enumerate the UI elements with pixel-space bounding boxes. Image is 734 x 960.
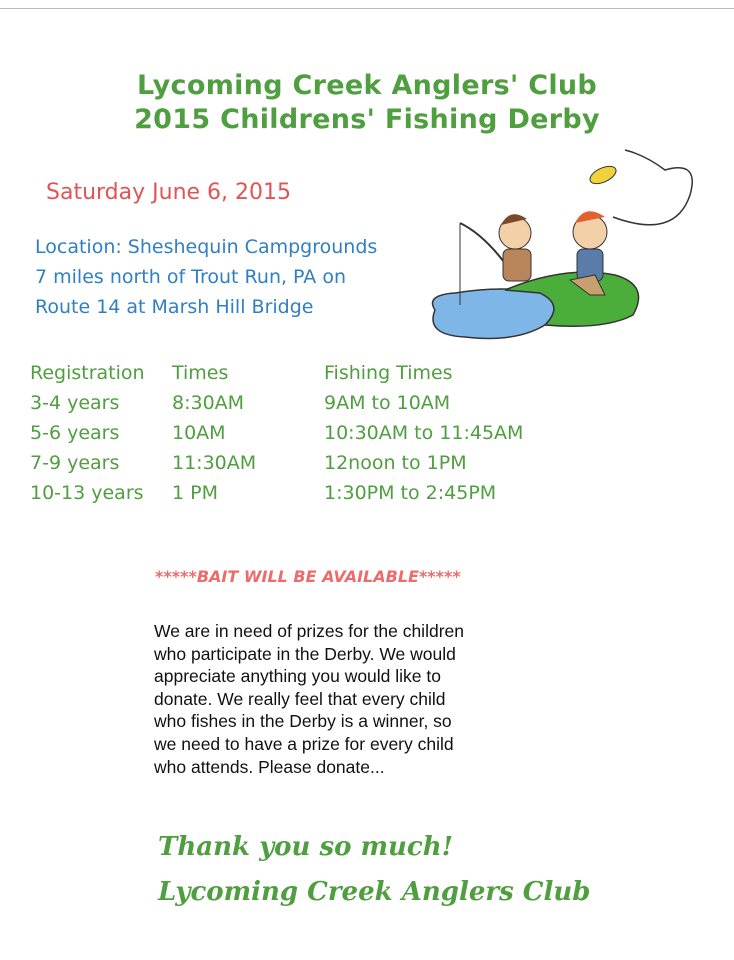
registration-time: 8:30AM [172, 392, 245, 414]
schedule-table [30, 358, 590, 508]
registration-time: 10AM [172, 422, 226, 444]
fishing-line-right [613, 150, 692, 225]
fishing-time: 9AM to 10AM [324, 392, 451, 414]
registration-time: 1 PM [172, 482, 218, 504]
event-date: Saturday June 6, 2015 [46, 180, 292, 205]
fishing-time: 12noon to 1PM [324, 452, 467, 474]
appeal-line: who fishes in the Derby is a winner, so [154, 711, 452, 732]
appeal-line: who participate in the Derby. We would [154, 643, 456, 664]
location-line: 7 miles north of Trout Run, PA on [35, 266, 347, 288]
scan-edge [0, 0, 734, 9]
appeal-line: appreciate anything you would like to [154, 666, 441, 687]
fishing-time: 1:30PM to 2:45PM [324, 482, 497, 504]
club-title: Lycoming Creek Anglers' Club [136, 70, 598, 101]
registration-time: 11:30AM [172, 452, 257, 474]
location-line: Location: Sheshequin Campgrounds [35, 236, 378, 258]
appeal-line: We are in need of prizes for the children [154, 621, 464, 641]
appeal-line: donate. We really feel that every child [154, 688, 446, 709]
appeal-line: who attends. Please donate... [154, 756, 385, 777]
kids-fishing-illustration [415, 145, 705, 345]
club-signature: Lycoming Creek Anglers Club [158, 877, 591, 907]
age-group: 10-13 years [30, 482, 144, 504]
header-fishing-times: Fishing Times [324, 362, 453, 384]
header-registration: Registration [30, 362, 145, 384]
fishing-time: 10:30AM to 11:45AM [324, 422, 524, 444]
event-title: 2015 Childrens' Fishing Derby [134, 104, 600, 135]
location-block [35, 232, 415, 322]
appeal-line: we need to have a prize for every child [154, 733, 454, 754]
boy-left-body [503, 249, 531, 281]
age-group: 7-9 years [30, 452, 120, 474]
fish [587, 163, 618, 188]
header-times: Times [172, 362, 229, 384]
location-line: Route 14 at Marsh Hill Bridge [35, 296, 314, 318]
pond [433, 289, 554, 339]
bait-notice: *****BAIT WILL BE AVAILABLE***** [155, 567, 461, 586]
age-group: 3-4 years [30, 392, 120, 414]
age-group: 5-6 years [30, 422, 120, 444]
thank-you: Thank you so much! [158, 832, 454, 862]
prize-appeal [154, 620, 554, 778]
